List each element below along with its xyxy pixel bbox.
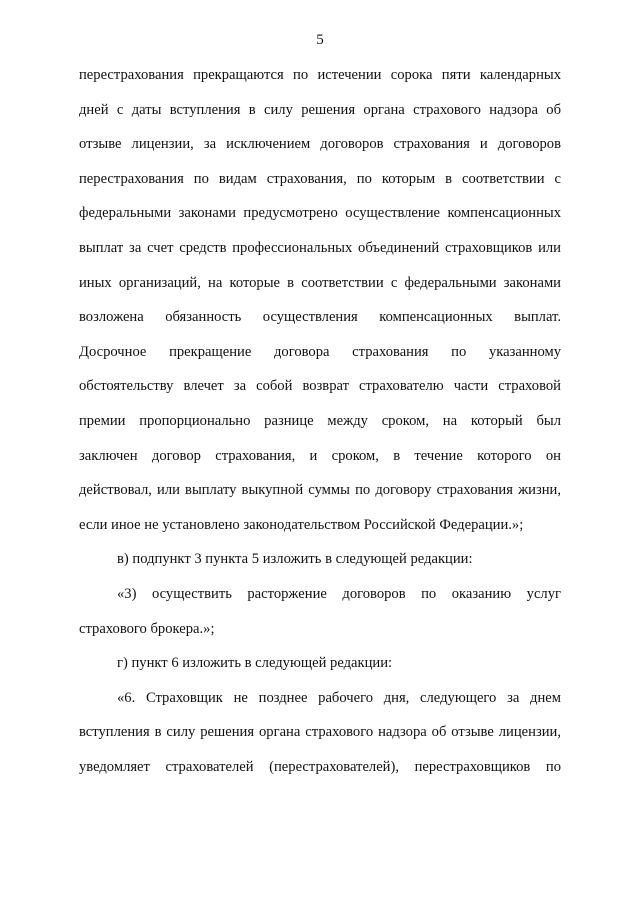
text-line: премии пропорционально разнице между сроком, на который был (79, 412, 561, 429)
text-line: в) подпункт 3 пункта 5 изложить в следующей редакции: (117, 551, 473, 568)
text-line: «6. Страховщик не позднее рабочего дня, следующего за днем (117, 689, 561, 706)
text-line: уведомляет страхователей (перестрахователей), перестраховщиков по (79, 758, 561, 775)
text-line: «3) осуществить расторжение договоров по оказанию услуг (117, 585, 561, 602)
text-line: перестрахования по видам страхования, по которым в соответствии с (79, 170, 561, 187)
text-line: действовал, или выплату выкупной суммы по договору страхования жизни, (79, 482, 561, 499)
text-line: вступления в силу решения органа страхового надзора об отзыве лицензии, (79, 724, 561, 741)
text-line: отзыве лицензии, за исключением договоров страхования и договоров (79, 136, 561, 153)
text-line: перестрахования прекращаются по истечении сорока пяти календарных (79, 67, 561, 83)
text-line: г) пункт 6 изложить в следующей редакции: (117, 655, 393, 672)
text-line: страхового брокера.»; (79, 620, 215, 637)
text-line: заключен договор страхования, и сроком, в течение которого он (79, 447, 561, 464)
text-line: возложена обязанность осуществления компенсационных выплат. (79, 309, 561, 326)
text-line: обстоятельству влечет за собой возврат страхователю части страховой (79, 378, 561, 395)
text-line: иных организаций, на которые в соответствии с федеральными законами (79, 274, 561, 291)
text-line: Досрочное прекращение договора страхования по указанному (79, 343, 561, 360)
text-line: если иное не установлено законодательством Российской Федерации.»; (79, 516, 524, 533)
text-line: выплат за счет средств профессиональных объединений страховщиков или (79, 239, 561, 256)
page-number: 5 (316, 32, 324, 48)
text-line: дней с даты вступления в силу решения органа страхового надзора об (79, 101, 561, 118)
text-line: федеральными законами предусмотрено осуществление компенсационных (79, 205, 561, 222)
body-text (79, 64, 561, 790)
